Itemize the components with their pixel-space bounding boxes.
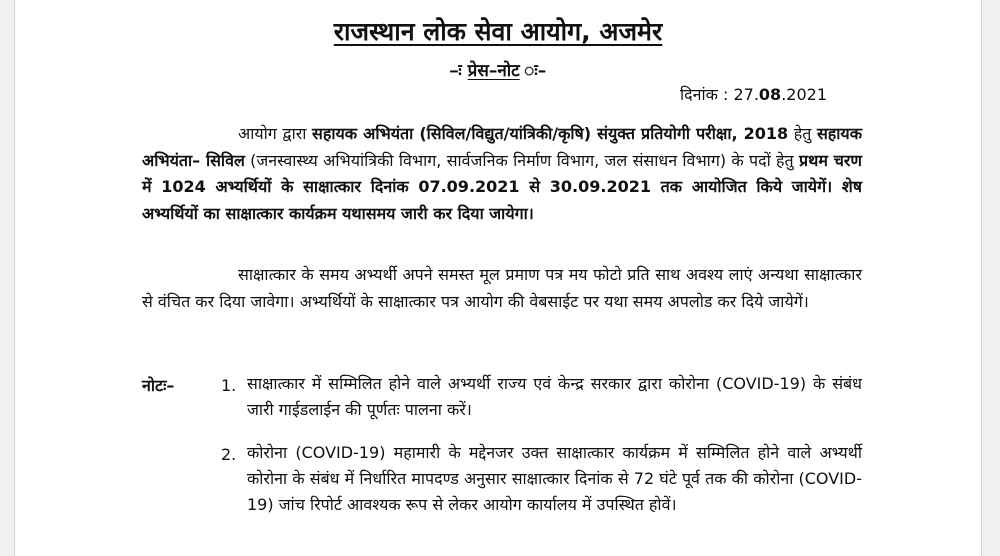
exam-name: सहायक अभियंता (सिविल/विद्युत/यांत्रिकी/कृषि) संयुक्त प्रतियोगी परीक्षा, 2018 <box>312 124 789 143</box>
paragraph-documents: साक्षात्कार के समय अभ्यर्थी अपने समस्त मूल प्रमाण पत्र मय फोटो प्रति साथ अवश्य लाएं अन्यथा साक्षात्कार से वंचित कर दिया जावेगा। अभ्यर्थियों के साक्षात्कार पत्र आयोग की वेबसाईट पर यथा समय अपलोड कर दिये जायेगें। <box>142 265 862 311</box>
date-month: 08 <box>758 85 782 104</box>
interview-schedule: प्रथम चरण में 1024 अभ्यर्थियों के साक्षात्कार दिनांक 07.09.2021 से 30.09.2021 तक आयोजित किये जायेगें। शेष अभ्यर्थियों का साक्षात्कार कार्यक्रम यथासमय जारी कर दिया जायेगा। <box>142 150 862 223</box>
note-item: कोरोना (COVID-19) महामारी के मद्देनजर उक्त साक्षात्कार कार्यक्रम में सम्मिलित होने वाले अभ्यर्थी कोरोना के संबंध में निर्धारित मापदण्ड अनुसार साक्षात्कार दिनांक से 72 घंटे पूर्व तक की कोरोना (COVID-19) जांच रिपोर्ट आवश्यक रूप से लेकर आयोग कार्यालय में उपस्थित होवें। <box>247 443 862 514</box>
vertical-scrollbar[interactable] <box>984 0 1000 556</box>
note-number: 2. <box>221 445 237 464</box>
paragraph-announcement: आयोग द्वारा सहायक अभियंता (सिविल/विद्युत/यांत्रिकी/कृषि) संयुक्त प्रतियोगी परीक्षा, 2018 हेतु सहायक अभियंता– सिविल (जनस्वास्थ्य अभियांत्रिकी विभाग, सार्वजनिक निर्माण विभाग, जल संसाधन विभाग) के पदों हेतु प्रथम चरण में 1024 अभ्यर्थियों के साक्षात्कार दिनांक 07.09.2021 से 30.09.2021 तक आयोजित किये जायेगें। शेष अभ्यर्थियों का साक्षात्कार कार्यक्रम यथासमय जारी कर दिया जायेगा। <box>142 124 862 223</box>
note-item: साक्षात्कार में सम्मिलित होने वाले अभ्यर्थी राज्य एवं केन्द्र सरकार द्वारा कोरोना (COVID-19) के संबंध जारी गाईडलाईन की पूर्णतः पालना करें। <box>247 374 862 419</box>
heading-text: प्रेस–नोट <box>467 61 520 81</box>
note-number: 1. <box>221 376 237 395</box>
date-label: दिनांक : 27. <box>679 85 759 104</box>
document-page <box>14 0 982 556</box>
date-year: .2021 <box>781 85 827 104</box>
heading-prefix: –ः <box>449 61 462 81</box>
press-note-heading <box>15 58 981 84</box>
date-line <box>680 83 827 107</box>
document-title: राजस्थान लोक सेवा आयोग, अजमेर <box>333 17 663 46</box>
heading-suffix: ः– <box>537 61 547 81</box>
post-name: सहायक अभियंता– सिविल <box>142 124 862 170</box>
notes-label: नोटः– <box>142 376 175 395</box>
